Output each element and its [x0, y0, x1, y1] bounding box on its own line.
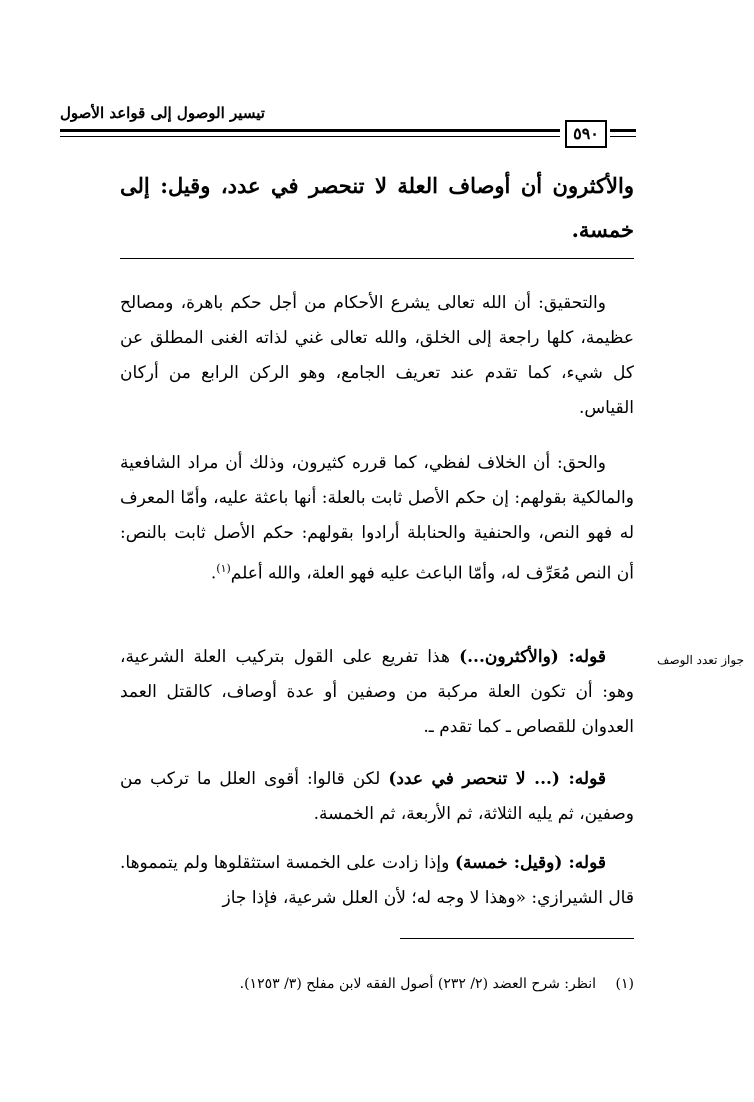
paragraph-qawl-3 [120, 846, 634, 916]
matn-separator [120, 258, 634, 259]
paragraph-qawl-2 [120, 762, 634, 832]
qawl-1-text: هذا تفريع على القول بتركيب العلة الشرعية، وهو: أن تكون العلة مركبة من وصفين أو عدة أوصاف، كالقتل العمد العدوان للقصاص ـ كما تقدم ـ. [120, 647, 634, 737]
matn-text: والأكثرون أن أوصاف العلة لا تنحصر في عدد، وقيل: إلى خمسة. [120, 173, 634, 242]
footnote [120, 972, 634, 996]
qawl-3-text: وإذا زادت على الخمسة استثقلوها ولم يتمموها. قال الشيرازي: «وهذا لا وجه له؛ لأن العلل شرعية، فإذا جاز [120, 853, 634, 908]
header-rule-right [610, 129, 636, 132]
footnote-separator [400, 938, 634, 939]
haqq-end: . [210, 563, 217, 584]
tahqiq-text: والتحقيق: أن الله تعالى يشرع الأحكام من أجل حكم باهرة، ومصالح عظيمة، كلها راجعة إلى الخلق، والله تعالى غني لذاته الغنى المطلق عن كل شيء، كما تقدم عند تعريف الجامع، وهو الركن الرابع من أركان القياس. [120, 293, 634, 418]
paragraph-tahqiq [120, 286, 634, 426]
header-rule-right-thin [610, 136, 636, 137]
header-rule-left [60, 129, 560, 132]
paragraph-qawl-1 [120, 640, 634, 745]
footnote-text: انظر: شرح العضد (٢/ ٢٣٢) أصول الفقه لابن مفلح (٣/ ١٢٥٣). [239, 976, 596, 992]
running-header-title: تيسير الوصول إلى قواعد الأصول [60, 104, 265, 122]
haqq-text: والحق: أن الخلاف لفظي، كما قرره كثيرون، وذلك أن مراد الشافعية والمالكية بقولهم: إن حكم الأصل ثابت بالعلة: أنها باعثة عليه، وأمّا المعرف له فهو النص، والحنفية والحنابلة أرادوا بقولهم: حكم الأصل ثابت بالنص: أن النص مُعَرِّف له، وأمّا الباعث عليه فهو العلة، والله أعلم [120, 453, 634, 584]
paragraph-haqq [120, 446, 634, 592]
qawl-2-lead: قوله: (... لا تنحصر في عدد) [388, 769, 607, 789]
footnote-ref: (١) [216, 562, 231, 575]
qawl-2-text: لكن قالوا: أقوى العلل ما تركب من وصفين، ثم يليه الثلاثة، ثم الأربعة، ثم الخمسة. [120, 769, 634, 824]
header-rule-left-thin [60, 136, 560, 137]
qawl-3-lead: قوله: (وقيل: خمسة) [454, 853, 607, 873]
footnote-number: (١) [615, 976, 634, 992]
qawl-1-lead: قوله: (والأكثرون...) [459, 647, 606, 667]
margin-note: جواز تعدد الوصف [657, 653, 744, 667]
page-number: ٥٩٠ [565, 120, 607, 148]
